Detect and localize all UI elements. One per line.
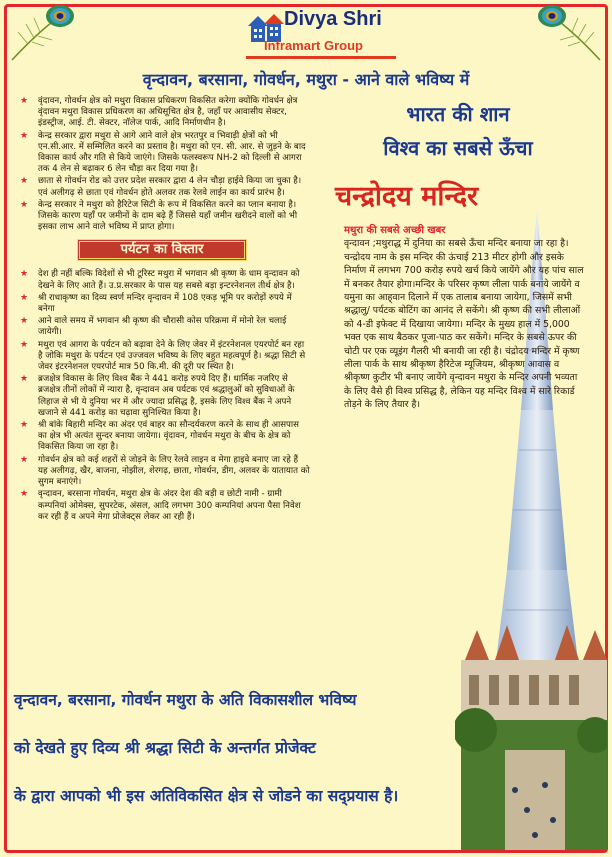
list-item bbox=[14, 96, 310, 130]
bullet-text: आने वाले समय में भगवान श्री कृष्ण की चौरासी कोस परिक्रमा में मोनो रेल चलाई जायेगी। bbox=[38, 316, 287, 338]
footer-message bbox=[14, 688, 464, 832]
bullet-text: ब्रजक्षेत्र विकास के लिए विश्व बैंक ने 441 करोड़ रुपये दिए हैं। धार्मिक नजरिए से ब्रजक्षेत्र तीनों लोकों में न्यारा है, वृन्दावन अब पर्यटक एवं श्रद्धालुओं को सुविधाओं के लिहाज से भी ये दुनिया भर में और ज्यादा प्रसिद्ध है, इसके लिए विश्व बैंक ने अपने खजाने से 441 करोड़ का चढ़ावा सुनिश्चित किया है। bbox=[38, 374, 295, 418]
star-icon: ★ bbox=[20, 339, 29, 350]
bullet-text: श्री राधाकृष्ण का दिव्य स्वर्ण मन्दिर वृन्दावन में 108 एकड़ भूमि पर करोड़ों रुपये में बनेगा bbox=[38, 292, 292, 315]
star-icon: ★ bbox=[20, 292, 29, 303]
headline-line-2: विश्व का सबसे ऊँचा bbox=[383, 136, 533, 160]
star-icon: ★ bbox=[20, 199, 29, 210]
star-icon: ★ bbox=[20, 316, 29, 327]
footer-line-3: के द्वारा आपको भी इस अतिविकसित क्षेत्र से जोडने का सद्प्रयास है। bbox=[14, 787, 399, 805]
star-icon: ★ bbox=[20, 454, 29, 465]
news-subheading: मथुरा की सबसे अच्छी खबर bbox=[344, 225, 446, 236]
peacock-feather-icon bbox=[534, 2, 604, 62]
list-item bbox=[14, 200, 310, 234]
bullet-text: श्री बांके बिहारी मन्दिर का अंदर एवं बाहर का सौन्दर्यकरण करने के साथ ही आसपास का क्षेत्र भी अत्यंत सुन्दर बनाया जायेगा। वृंदावन, गोवर्धन मथुरा के बीच के क्षेत्र को विकसित किया जा रहा है। bbox=[38, 420, 299, 453]
star-icon: ★ bbox=[20, 269, 29, 280]
list-item bbox=[14, 455, 310, 489]
news-body: वृन्दावन ;मथुराद्ध में दुनिया का सबसे ऊँचा मन्दिर बनाया जा रहा है। चन्द्रोदय नाम के इस मन्दिर की ऊंचाई 213 मीटर होगी और इसके निर्माण में लगभग 700 करोड़ रुपये खर्च किये जायेंगे और यह पांच साल में बनकर तैयार होगा।मन्दिर के परिसर कृष्ण लीला पार्क बनाये जायेंगे व यमुना का आह्‌वान दिलाने में एक तालाब बनाया जायेगा, जिसमें सभी श्रद्धालु/ पर्यटक बोटिंग का आनंद ले सकेंगे। श्री कृष्ण की सभी लीलाओं को 4-डी इफेक्ट में दिखाया जायेगा। मन्दिर के मुख्य हाल में 5,000 भक्त एक साथ बैठकर पूजा-पाठ कर सकेंगे। मन्दिर के सबसे ऊपर की चोटी पर एक व्यूइंग गैलरी भी बनायी जा रही है। चंद्रोदय मन्दिर में कृष्ण लीला पार्क के साथ श्रीकृष्ण हैरिटेज म्यूजियम, श्रीकृष्ण आवास व श्रीकृष्ण कुटीर भी बनाए जायेंगे वृन्दावन मथुरा के मन्दिर अपनी भव्यता के लिए वैसे ही विश्व प्रसिद्ध है, लेकिन यह मन्दिर विश्व में सारे रिकार्ड तोड़ने के लिए तैयार है। bbox=[344, 238, 584, 411]
bullet-text: वृंदावन, गोवर्धन क्षेत्र को मथुरा विकास प्रधिकरण विकसित करेगा क्योंकि गोवर्धन क्षेत्र वृंदावन मथुरा विकास प्रधिकरण का अधिसूचित क्षेत्र है, जहाँ पर आवासीय सेक्टर, इंडस्ट्रीज, आई. टी. सेक्टर, नॉलेज पार्क, आदि निर्माणधीन है। bbox=[38, 96, 298, 129]
star-icon: ★ bbox=[20, 130, 29, 141]
star-icon: ★ bbox=[20, 96, 29, 106]
brand-subname: Inframart Group bbox=[264, 38, 363, 53]
temple-title: चन्द्रोदय मन्दिर bbox=[335, 181, 479, 212]
peacock-feather-icon bbox=[8, 2, 78, 62]
star-icon: ★ bbox=[20, 420, 29, 431]
bullet-text: देश ही नहीं बल्कि विदेशों से भी टूरिस्ट मथुरा में भगवान श्री कृष्ण के धाम वृन्दावन को देखने के लिए आते हैं। उ.प्र.सरकार के पास यह सबसे बड़ा इन्टरनेशनल तीर्थ क्षेत्र है। bbox=[38, 269, 300, 291]
bullet-text: छाता से गोवर्धन रोड को उत्तर प्रदेश सरकार द्वारा 4 लेन चौड़ा हाईवे किया जा चुका है। एवं अलीगढ़ से छाता एवं गोवर्धन होते अलवर तक रेलवे लाईन का कार्य प्रारंभ है। bbox=[38, 176, 302, 198]
logo-underline bbox=[246, 56, 396, 59]
star-icon: ★ bbox=[20, 176, 29, 187]
bullet-text: वृन्दावन, बरसाना गोवर्धन, मथुरा क्षेत्र के अंदर देश की बड़ी व छोटी नामी - ग्रामी कम्पनियां ओमेक्स, सुपरटेक, अंसल, आदि लगभग 300 कम्पनियां अपना पैसा निवेश कर रही हैं व अपने मेगा प्रोजेक्ट्स लेकर आ रही हैं। bbox=[38, 489, 301, 522]
brand-name: Divya Shri bbox=[284, 8, 382, 30]
list-item bbox=[14, 316, 310, 338]
bullet-text: केन्द्र सरकार द्वारा मथुरा से आगे आने वाले क्षेत्र भरतपुर व भिवाड़ी क्षेत्रों को भी एन.सी.आर. में सम्मिलित करने का प्रस्ताव है। मथुरा को एन. सी. आर. से जुड़ने के बाद विकास कार्य और गति से किये जाएंगे। जिसके फलस्वरूप NH-2 को दिल्ली से आगरा तक 4 लेन से बढ़ाकर 6 लेन चौड़ा कर दिया गया है। bbox=[38, 130, 306, 175]
list-item bbox=[14, 269, 310, 291]
footer-line-2: को देखते हुए दिव्य श्री श्रद्धा सिटी के अन्तर्गत प्रोजेक्ट bbox=[14, 739, 316, 757]
header bbox=[0, 0, 612, 64]
list-item bbox=[14, 176, 310, 198]
headline-line-1: भारत की शान bbox=[406, 102, 510, 126]
bullet-text: मथुरा एवं आगरा के पर्यटन को बढ़ावा देने के लिए जेवर में इंटरनेशनल एयरपोर्ट बन रहा है जोकि मथुरा के पर्यटन एवं उज्जवल भविष्य के लिए बहुत महत्वपूर्ण है। श्रद्धा सिटी से जेवर इंटरनेशनल एयरपोर्ट मात्र 50 कि.मी. की दूरी पर स्थित है। bbox=[38, 339, 306, 373]
list-item bbox=[14, 420, 310, 454]
star-icon: ★ bbox=[20, 374, 29, 385]
list-item bbox=[14, 340, 310, 374]
page-subtitle: वृन्दावन, बरसाना, गोवर्धन, मथुरा - आने वाले भविष्य में bbox=[142, 70, 470, 89]
bullet-text: गोवर्धन क्षेत्र को कई शहरों से जोड़ने के लिए रेलवे लाइन व मेगा हाइवे बनाए जा रहे हैं यह अलीगढ़, खैर, बाजना, नोझील, शेरगढ़, छाता, गोवर्धन, डीग, अलवर के यातायात को सुगम बनाएंगे। bbox=[38, 454, 310, 488]
left-column bbox=[14, 96, 310, 524]
list-item bbox=[14, 489, 310, 523]
section-title-banner: पर्यटन का विस्तार bbox=[77, 239, 247, 261]
temple-description bbox=[344, 224, 584, 412]
bullet-text: केन्द्र सरकार ने मथुरा को हैरिटेज सिटी के रूप में विकसित करने का प्लान बनाया है। जिसके कारण यहाँ पर जमीनों के दाम बढ़े हैं जिससे यहाँ जमीन खरीदने वालों को भी इसका लाभ आने वाले भविष्य में प्राप्त होगा। bbox=[38, 199, 298, 233]
brand-logo bbox=[246, 4, 386, 60]
list-item bbox=[14, 293, 310, 315]
list-item bbox=[14, 374, 310, 419]
footer-line-1: वृन्दावन, बरसाना, गोवर्धन मथुरा के अति विकासशील भविष्य bbox=[14, 691, 357, 709]
list-item bbox=[14, 131, 310, 176]
star-icon: ★ bbox=[20, 489, 29, 500]
